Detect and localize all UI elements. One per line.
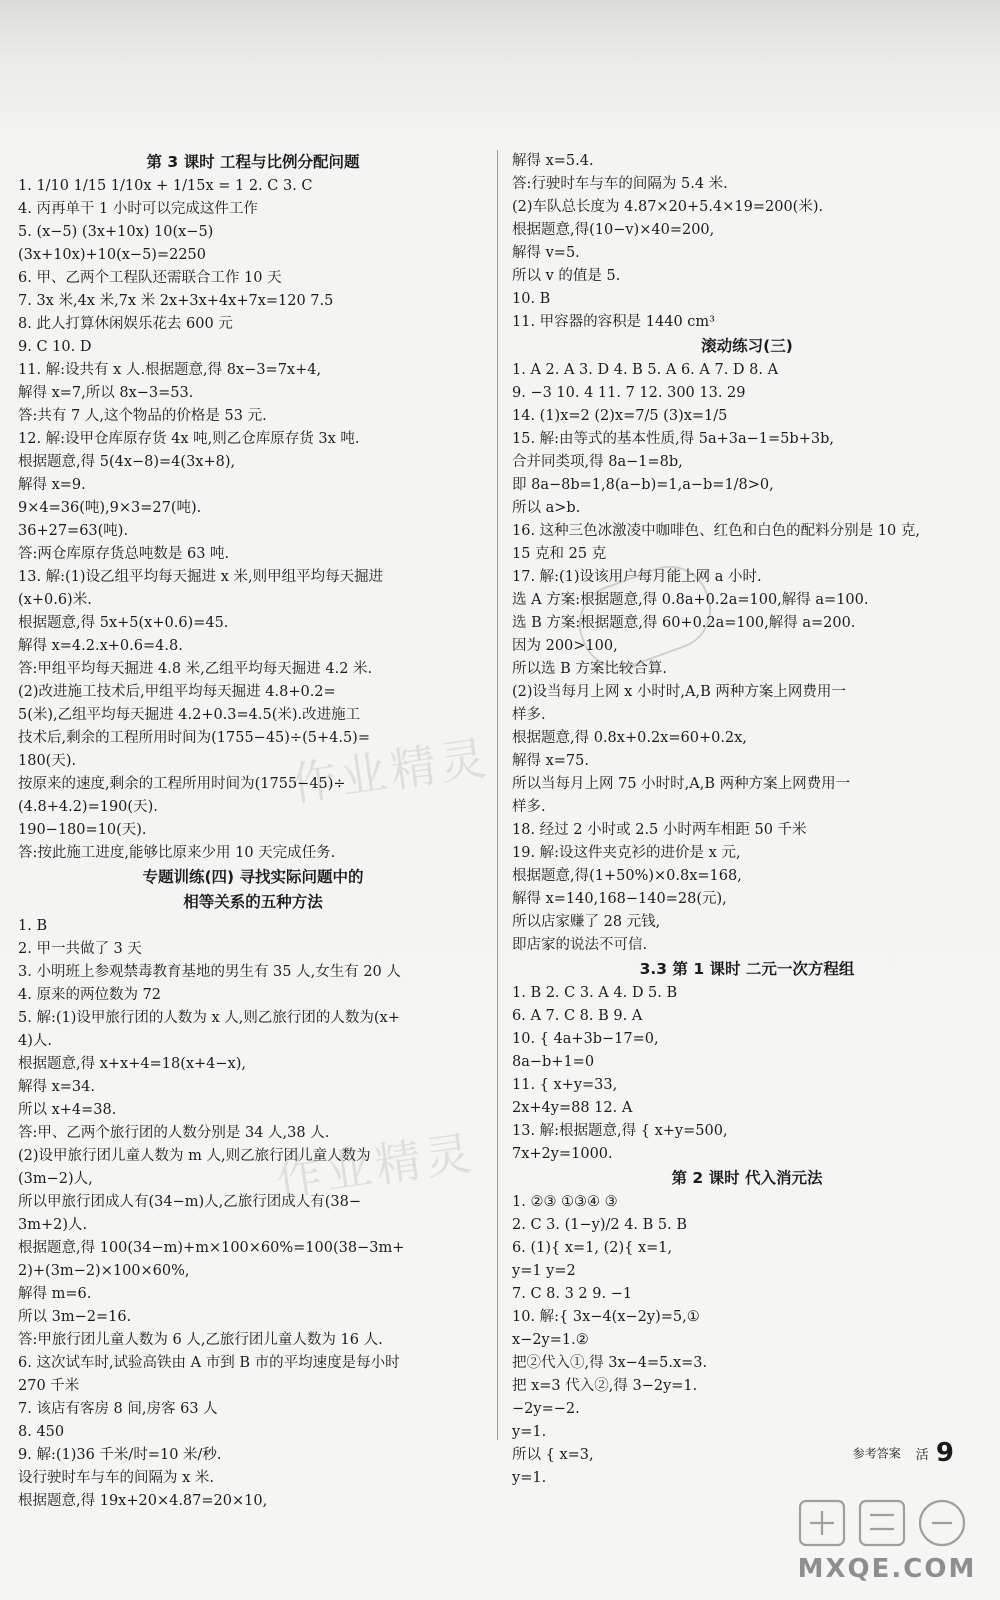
answer-line: 9. −3 10. 4 11. 7 12. 300 13. 29 [512, 385, 746, 401]
answer-line: 把②代入①,得 3x−4=5.x=3. [512, 1355, 708, 1371]
right-answer-column [512, 150, 982, 1490]
answer-line: 所以 v 的值是 5. [512, 268, 621, 284]
answer-line: 解得 x=140,168−140=28(元), [512, 891, 727, 907]
answer-line: 8. 此人打算休闲娱乐花去 600 元 [18, 316, 233, 332]
answer-line: 6. 这次试车时,试验高铁由 A 市到 B 市的平均速度是每小时 [18, 1355, 400, 1371]
footer-label: 参考答案 [852, 1446, 901, 1461]
answer-line: 36+27=63(吨). [18, 523, 129, 539]
answer-line: 13. 解:根据题意,得 { x+y=500, [512, 1123, 728, 1139]
answer-line: (3x+10x)+10(x−5)=2250 [18, 247, 207, 263]
answer-line: 解得 x=5.4. [512, 153, 594, 169]
answer-line: 4. 原来的两位数为 72 [18, 987, 162, 1003]
answer-line: 合并同类项,得 8a−1=8b, [512, 454, 683, 470]
answer-line: 9×4=36(吨),9×3=27(吨). [18, 500, 202, 516]
answer-line: 1. B 2. C 3. A 4. D 5. B [512, 985, 678, 1001]
answer-line: 根据题意,得 0.8x+0.2x=60+0.2x, [512, 730, 747, 746]
answer-line: 所以店家赚了 28 元钱, [512, 914, 661, 930]
answer-line: 根据题意,得 5x+5(x+0.6)=45. [18, 615, 229, 631]
answer-line: (2)设当每月上网 x 小时时,A,B 两种方案上网费用一 [512, 684, 846, 700]
answer-line: 9. 解:(1)36 千米/时=10 米/秒. [18, 1447, 222, 1463]
answer-line: 17. 解:(1)设该用户每月能上网 a 小时. [512, 569, 762, 585]
answer-line: 所以当每月上网 75 小时时,A,B 两种方案上网费用一 [512, 776, 851, 792]
answer-line: 7x+2y=1000. [512, 1146, 613, 1162]
answer-line: 11. { x+y=33, [512, 1077, 618, 1093]
answer-line: 18. 经过 2 小时或 2.5 小时两车相距 50 千米 [512, 822, 807, 838]
answer-line: 根据题意,得 19x+20×4.87=20×10, [18, 1493, 268, 1509]
site-logo [792, 1495, 982, 1590]
answer-line: 9. C 10. D [18, 339, 92, 355]
section-heading: 相等关系的五种方法 [183, 893, 323, 911]
answer-line: 15. 解:由等式的基本性质,得 5a+3a−1=5b+3b, [512, 431, 834, 447]
answer-line: 所以选 B 方案比较合算. [512, 661, 667, 677]
answer-line: 根据题意,得(10−v)×40=200, [512, 222, 715, 238]
answer-line: 7. 3x 米,4x 米,7x 米 2x+3x+4x+7x=120 7.5 [18, 293, 334, 309]
answer-line: 解得 x=7,所以 8x−3=53. [18, 385, 194, 401]
answer-line: (2)车队总长度为 4.87×20+5.4×19=200(米). [512, 199, 824, 215]
answer-line: 设行驶时车与车的间隔为 x 米. [18, 1470, 215, 1486]
column-divider [497, 150, 498, 1440]
answer-line: 所以 a>b. [512, 500, 581, 516]
answer-line: 6. 甲、乙两个工程队还需联合工作 10 天 [18, 270, 282, 286]
answer-line: 5(米),乙组平均每天掘进 4.2+0.3=4.5(米).改进施工 [18, 707, 361, 723]
answer-line: x−2y=1.② [512, 1332, 589, 1348]
answer-line: 样多. [512, 707, 546, 723]
answer-line: 根据题意,得 x+x+4=18(x+4−x), [18, 1056, 246, 1072]
answer-line: 16. 这种三色冰激凌中咖啡色、红色和白色的配料分别是 10 克, [512, 523, 920, 539]
answer-line: 6. A 7. C 8. B 9. A [512, 1008, 643, 1024]
answer-line: 13. 解:(1)设乙组平均每天掘进 x 米,则甲组平均每天掘进 [18, 569, 384, 585]
answer-line: 11. 甲容器的容积是 1440 cm³ [512, 314, 715, 330]
answer-line: 答:按此施工进度,能够比原来少用 10 天完成任务. [18, 845, 336, 861]
watermark: 作业精灵 [272, 1125, 479, 1207]
answer-line: −2y=−2. [512, 1401, 580, 1417]
page-footer [853, 1438, 954, 1468]
answer-line: 答:甲旅行团儿童人数为 6 人,乙旅行团儿童人数为 16 人. [18, 1332, 383, 1348]
answer-line: 10. { 4a+3b−17=0, [512, 1031, 659, 1047]
logo-url-text: MXQE.COM [797, 1554, 977, 1584]
answer-line: 10. 解:{ 3x−4(x−2y)=5,① [512, 1309, 700, 1325]
answer-line: (2)改进施工技术后,甲组平均每天掘进 4.8+0.2= [18, 684, 336, 700]
answer-line: 8. 450 [18, 1424, 65, 1440]
answer-line: 解得 x=9. [18, 477, 86, 493]
answer-line: 3m+2)人. [18, 1217, 88, 1233]
left-answer-column [18, 150, 488, 1513]
section-heading: 第 3 课时 工程与比例分配问题 [146, 153, 360, 171]
answer-line: (x+0.6)米. [18, 592, 92, 608]
answer-line: 解得 v=5. [512, 245, 580, 261]
answer-line: 答:行驶时车与车的间隔为 5.4 米. [512, 176, 728, 192]
page-number: 9 [935, 1438, 954, 1468]
answer-line: 15 克和 25 克 [512, 546, 607, 562]
answer-line: 所以 { x=3, [512, 1447, 594, 1463]
answer-line: 180(天). [18, 753, 77, 769]
answer-line: 根据题意,得 100(34−m)+m×100×60%=100(38−3m+ [18, 1240, 405, 1256]
answer-line: 答:共有 7 人,这个物品的价格是 53 元. [18, 408, 267, 424]
answer-line: 技术后,剩余的工程所用时间为(1755−45)÷(5+4.5)= [18, 730, 370, 746]
answer-line: 11. 解:设共有 x 人.根据题意,得 8x−3=7x+4, [18, 362, 322, 378]
answer-line: 1. B [18, 918, 48, 934]
answer-line: 答:两仓库原存货总吨数是 63 吨. [18, 546, 230, 562]
answer-line: 即店家的说法不可信. [512, 937, 648, 953]
answer-line: 10. B [512, 291, 551, 307]
answer-line: 所以 3m−2=16. [18, 1309, 132, 1325]
section-heading: 滚动练习(三) [701, 337, 793, 355]
answer-line: 1. A 2. A 3. D 4. B 5. A 6. A 7. D 8. A [512, 362, 779, 378]
answer-line: 5. 解:(1)设甲旅行团的人数为 x 人,则乙旅行团的人数为(x+ [18, 1010, 400, 1026]
answer-line: (3m−2)人, [18, 1171, 93, 1187]
answer-line: 2)+(3m−2)×100×60%, [18, 1263, 190, 1279]
answer-line: 5. (x−5) (3x+10x) 10(x−5) [18, 224, 214, 240]
section-heading: 3.3 第 1 课时 二元一次方程组 [639, 960, 855, 978]
answer-line: 2. C 3. (1−y)/2 4. B 5. B [512, 1217, 687, 1233]
answer-line: 7. 该店有客房 8 间,房客 63 人 [18, 1401, 218, 1417]
answer-line: 按原来的速度,剩余的工程所用时间为(1755−45)÷ [18, 776, 346, 792]
answer-line: 1. 1/10 1/15 1/10x + 1/15x = 1 2. C 3. C [18, 178, 313, 194]
answer-line: 即 8a−8b=1,8(a−b)=1,a−b=1/8>0, [512, 477, 774, 493]
answer-line: 选 B 方案:根据题意,得 60+0.2a=100,解得 a=200. [512, 615, 856, 631]
answer-line: y=1 y=2 [512, 1263, 576, 1279]
answer-line: 2. 甲一共做了 3 天 [18, 941, 142, 957]
answer-line: 解得 x=75. [512, 753, 589, 769]
answer-line: 解得 x=4.2.x+0.6=4.8. [18, 638, 183, 654]
answer-line: 解得 m=6. [18, 1286, 92, 1302]
answer-line: 4)人. [18, 1033, 52, 1049]
answer-line: 选 A 方案:根据题意,得 0.8a+0.2a=100,解得 a=100. [512, 592, 869, 608]
answer-line: 根据题意,得(1+50%)×0.8x=168, [512, 868, 742, 884]
answer-line: 3. 小明班上参观禁毒教育基地的男生有 35 人,女生有 20 人 [18, 964, 401, 980]
answer-line: 答:甲、乙两个旅行团的人数分别是 34 人,38 人. [18, 1125, 330, 1141]
answer-line: 根据题意,得 5(4x−8)=4(3x+8), [18, 454, 236, 470]
answer-line: y=1. [512, 1470, 547, 1486]
answer-line: 4. 丙再单干 1 小时可以完成这件工作 [18, 201, 258, 217]
section-heading: 专题训练(四) 寻找实际问题中的 [142, 868, 364, 886]
answer-line: 14. (1)x=2 (2)x=7/5 (3)x=1/5 [512, 408, 728, 424]
answer-line: 12. 解:设甲仓库原存货 4x 吨,则乙仓库原存货 3x 吨. [18, 431, 360, 447]
answer-line: 2x+4y=88 12. A [512, 1100, 633, 1116]
answer-line: 1. ②③ ①③④ ③ [512, 1194, 618, 1210]
answer-line: 7. C 8. 3 2 9. −1 [512, 1286, 633, 1302]
answer-line: 6. (1){ x=1, (2){ x=1, [512, 1240, 673, 1256]
answer-line: 解得 x=34. [18, 1079, 95, 1095]
answer-line: 8a−b+1=0 [512, 1054, 595, 1070]
answer-line: 190−180=10(天). [18, 822, 147, 838]
answer-line: 270 千米 [18, 1378, 80, 1394]
answer-line: (2)设甲旅行团儿童人数为 m 人,则乙旅行团儿童人数为 [18, 1148, 371, 1164]
answer-line: 所以 x+4=38. [18, 1102, 117, 1118]
answer-line: y=1. [512, 1424, 547, 1440]
answer-line: (4.8+4.2)=190(天). [18, 799, 158, 815]
answer-line: 答:甲组平均每天掘进 4.8 米,乙组平均每天掘进 4.2 米. [18, 661, 373, 677]
watermark: 作业精灵 [287, 730, 494, 812]
answer-line: 样多. [512, 799, 546, 815]
footer-mark: 活 [915, 1447, 929, 1463]
answer-line: 所以甲旅行团成人有(34−m)人,乙旅行团成人有(38− [18, 1194, 362, 1210]
answer-line: 因为 200>100, [512, 638, 618, 654]
answer-line: 把 x=3 代入②,得 3−2y=1. [512, 1378, 698, 1394]
answer-line: 19. 解:设这件夹克衫的进价是 x 元, [512, 845, 741, 861]
section-heading: 第 2 课时 代入消元法 [671, 1169, 823, 1187]
